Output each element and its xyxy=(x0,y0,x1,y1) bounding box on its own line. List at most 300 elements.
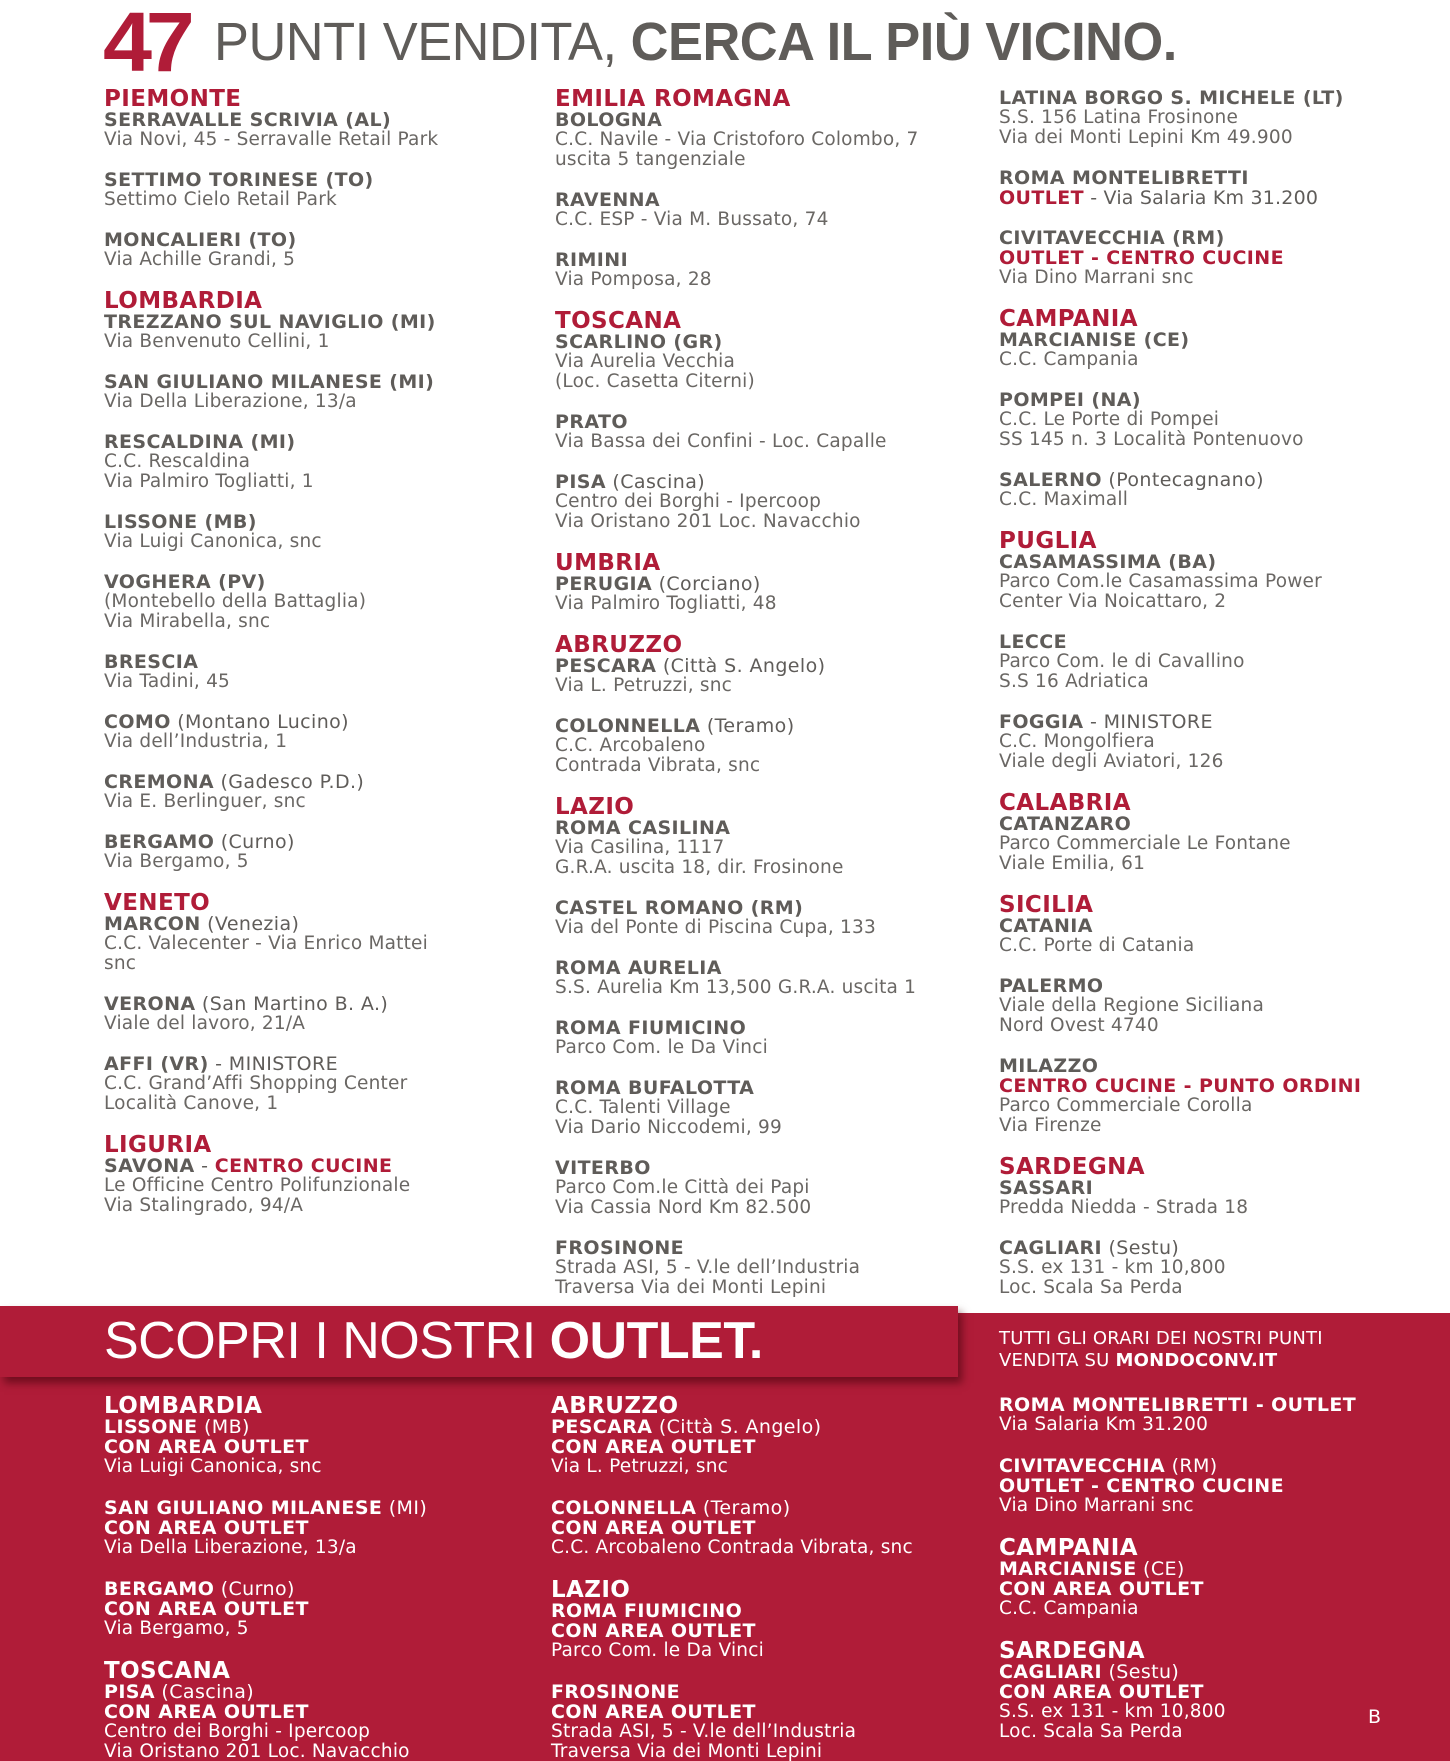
store-address-line: Viale degli Aviatori, 126 xyxy=(999,751,1224,772)
region-heading: CALABRIA xyxy=(999,790,1131,816)
outlet-banner-title xyxy=(104,1306,763,1377)
store-address-line: G.R.A. uscita 18, dir. Frosinone xyxy=(555,857,844,878)
region-heading: PIEMONTE xyxy=(104,86,242,112)
store-name-extra: (Curno) xyxy=(214,831,295,853)
store-name xyxy=(551,1498,991,1518)
store-address-line: Via dei Monti Lepini Km 49.900 xyxy=(999,127,1293,148)
store-address-line: snc xyxy=(104,953,137,974)
store-name-text: SAVONA xyxy=(104,1155,195,1177)
store-address-line: Predda Niedda - Strada 18 xyxy=(999,1197,1249,1218)
store-tag: OUTLET - CENTRO CUCINE xyxy=(999,247,1284,269)
store-name xyxy=(104,170,524,190)
store-name-text: RESCALDINA (MI) xyxy=(104,431,296,453)
outlets-column-3 xyxy=(999,1395,1419,1761)
store-name xyxy=(999,1238,1419,1258)
store-address-line: Via L. Petruzzi, snc xyxy=(555,675,732,696)
store-name-text: PISA xyxy=(104,1681,155,1703)
website-link[interactable]: MONDOCONV.IT xyxy=(1115,1350,1278,1371)
store-name xyxy=(999,1395,1419,1415)
outlet-tag: CON AREA OUTLET xyxy=(999,1681,1204,1703)
store-address-line: Via Della Liberazione, 13/a xyxy=(104,1537,357,1558)
store-entry xyxy=(999,976,1419,1036)
store-name-text: MARCIANISE xyxy=(999,1558,1137,1580)
store-name-text: PALERMO xyxy=(999,975,1104,997)
store-address-line: Via L. Petruzzi, snc xyxy=(551,1456,728,1477)
store-name-text: CAGLIARI xyxy=(999,1237,1103,1259)
store-name-text: VITERBO xyxy=(555,1157,651,1179)
store-address-line: Parco Com. le di Cavallino xyxy=(999,651,1245,672)
store-name xyxy=(555,332,975,352)
outlet-tag: CON AREA OUTLET xyxy=(551,1436,756,1458)
store-entry xyxy=(104,832,524,872)
store-name-extra: (Gadesco P.D.) xyxy=(214,771,365,793)
store-address-line: Viale Emilia, 61 xyxy=(999,853,1146,874)
store-address-line: (Loc. Casetta Citerni) xyxy=(555,371,755,392)
store-name-text: ROMA MONTELIBRETTI xyxy=(999,167,1249,189)
store-name-extra: (Città S. Angelo) xyxy=(656,655,826,677)
store-name-text: PERUGIA xyxy=(555,573,653,595)
store-address-line: Via Della Liberazione, 13/a xyxy=(104,391,357,412)
store-address-line: Loc. Scala Sa Perda xyxy=(999,1277,1183,1298)
headline-bold-text: CERCA IL PIÙ VICINO. xyxy=(631,12,1178,72)
store-name xyxy=(555,1018,975,1038)
store-name-extra: (Cascina) xyxy=(154,1681,255,1703)
store-address-line: C.C. Navile - Via Cristoforo Colombo, 7 xyxy=(555,129,919,150)
outlet-tag: CON AREA OUTLET xyxy=(104,1436,309,1458)
region-heading: LOMBARDIA xyxy=(104,1393,263,1419)
store-name-text: CATANIA xyxy=(999,915,1093,937)
store-name-extra: (Città S. Angelo) xyxy=(652,1416,822,1438)
store-entry xyxy=(555,1238,975,1298)
outlets-column-1 xyxy=(104,1395,534,1761)
store-name xyxy=(104,652,524,672)
region-heading: SICILIA xyxy=(999,892,1094,918)
store-name-extra: (Montano Lucino) xyxy=(170,711,349,733)
store-address-line: Center Via Noicattaro, 2 xyxy=(999,591,1227,612)
store-name xyxy=(104,432,524,452)
outlet-tag: CON AREA OUTLET xyxy=(551,1620,756,1642)
store-name-text: ROMA FIUMICINO xyxy=(555,1017,747,1039)
store-entry xyxy=(104,110,524,150)
store-name-text: LECCE xyxy=(999,631,1067,653)
outlet-tag: CON AREA OUTLET xyxy=(104,1701,309,1723)
store-address-line: uscita 5 tangenziale xyxy=(555,149,746,170)
store-address-line: Strada ASI, 5 - V.le dell’Industria xyxy=(555,1257,861,1278)
store-name-text: SALERNO xyxy=(999,469,1102,491)
store-entry xyxy=(999,168,1419,208)
store-entry xyxy=(999,552,1419,612)
stores-column-3 xyxy=(999,88,1419,1318)
store-address-line: Via Firenze xyxy=(999,1115,1102,1136)
region-heading: LIGURIA xyxy=(104,1132,212,1158)
store-name-extra: (Sestu) xyxy=(1102,1237,1180,1259)
store-name xyxy=(104,230,524,250)
store-name xyxy=(104,1054,524,1074)
region-heading: TOSCANA xyxy=(104,1658,231,1684)
store-name xyxy=(104,832,524,852)
store-name-text: COMO xyxy=(104,711,171,733)
store-entry xyxy=(551,1498,991,1558)
region-heading: VENETO xyxy=(104,890,211,916)
store-entry xyxy=(999,88,1419,148)
headline-light-text: PUNTI VENDITA, xyxy=(214,12,632,72)
store-entry xyxy=(555,110,975,170)
store-entry xyxy=(999,330,1419,370)
region-heading: CAMPANIA xyxy=(999,1535,1138,1561)
store-address-line: Centro dei Borghi - Ipercoop xyxy=(555,491,822,512)
store-name xyxy=(104,512,524,532)
store-entry xyxy=(999,1662,1419,1742)
store-name xyxy=(104,312,524,332)
hours-note-prefix: VENDITA SU xyxy=(999,1350,1116,1371)
store-name xyxy=(555,110,975,130)
region-heading: EMILIA ROMAGNA xyxy=(555,86,791,112)
store-entry xyxy=(104,712,524,752)
store-address-line: Settimo Cielo Retail Park xyxy=(104,189,337,210)
store-tag-line xyxy=(999,188,1419,208)
store-name-text: SASSARI xyxy=(999,1177,1094,1199)
store-address-line: C.C. Rescaldina xyxy=(104,451,251,472)
store-name xyxy=(999,88,1419,108)
store-tag-rest: - Via Salaria Km 31.200 xyxy=(1084,187,1319,209)
store-name xyxy=(555,898,975,918)
store-name xyxy=(999,1456,1419,1476)
region-heading: LAZIO xyxy=(555,794,635,820)
store-name xyxy=(999,1178,1419,1198)
store-name-text: RAVENNA xyxy=(555,189,661,211)
store-address-line: Centro dei Borghi - Ipercoop xyxy=(104,1721,371,1742)
store-address-line: Le Officine Centro Polifunzionale xyxy=(104,1175,411,1196)
store-entry xyxy=(555,1158,975,1218)
outlet-tag: CON AREA OUTLET xyxy=(999,1578,1204,1600)
store-entry xyxy=(555,574,975,614)
store-name xyxy=(104,994,524,1014)
store-address-line: Via Dario Niccodemi, 99 xyxy=(555,1117,782,1138)
store-name-extra: (Cascina) xyxy=(605,471,706,493)
store-address-line: C.C. Talenti Village xyxy=(555,1097,731,1118)
store-name xyxy=(104,772,524,792)
store-address-line: Strada ASI, 5 - V.le dell’Industria xyxy=(551,1721,857,1742)
store-address-line: Via Pomposa, 28 xyxy=(555,269,712,290)
store-name-extra: (RM) xyxy=(1165,1455,1218,1477)
store-address-line: C.C. Grand’Affi Shopping Center xyxy=(104,1073,408,1094)
store-address-line: Via Stalingrado, 94/A xyxy=(104,1195,304,1216)
store-name-text: BOLOGNA xyxy=(555,109,663,131)
outlet-tag: CON AREA OUTLET xyxy=(551,1701,756,1723)
store-address-line: Parco Commerciale Corolla xyxy=(999,1095,1253,1116)
store-name xyxy=(104,372,524,392)
store-name-extra: (Curno) xyxy=(214,1578,295,1600)
store-address-line: S.S. Aurelia Km 13,500 G.R.A. uscita 1 xyxy=(555,977,917,998)
store-address-line: Via Bergamo, 5 xyxy=(104,1618,249,1639)
store-name-extra: (MB) xyxy=(197,1416,250,1438)
store-name-text: CATANZARO xyxy=(999,813,1132,835)
store-name xyxy=(555,250,975,270)
store-entry xyxy=(104,372,524,412)
store-name xyxy=(555,190,975,210)
stores-column-2 xyxy=(555,88,975,1318)
store-address-line: Via Bassa dei Confini - Loc. Capalle xyxy=(555,431,887,452)
store-name-text: SAN GIULIANO MILANESE (MI) xyxy=(104,371,435,393)
store-name-extra: (MI) xyxy=(382,1497,428,1519)
store-address-line: Loc. Scala Sa Perda xyxy=(999,1721,1183,1742)
store-name-text: SAN GIULIANO MILANESE xyxy=(104,1497,383,1519)
store-address-line: S.S 16 Adriatica xyxy=(999,671,1149,692)
store-name xyxy=(555,472,975,492)
store-entry xyxy=(555,332,975,392)
store-entry xyxy=(104,230,524,270)
store-name-text: ROMA AURELIA xyxy=(555,957,722,979)
store-name-text: BRESCIA xyxy=(104,651,199,673)
store-address-line: C.C. ESP - Via M. Bussato, 74 xyxy=(555,209,829,230)
store-name xyxy=(555,574,975,594)
store-name xyxy=(999,632,1419,652)
store-address-line: Via E. Berlinguer, snc xyxy=(104,791,306,812)
outlet-banner-bold: OUTLET. xyxy=(549,1312,763,1370)
store-name xyxy=(551,1417,991,1437)
store-name-text: FOGGIA xyxy=(999,711,1084,733)
store-entry xyxy=(104,1498,534,1558)
store-name xyxy=(104,914,524,934)
store-entry xyxy=(999,1456,1419,1516)
store-name-text: SCARLINO (GR) xyxy=(555,331,723,353)
store-entry xyxy=(104,772,524,812)
store-entry xyxy=(999,814,1419,874)
region-heading: PUGLIA xyxy=(999,528,1097,554)
region-heading: LOMBARDIA xyxy=(104,288,263,314)
outlet-banner xyxy=(0,1306,958,1377)
outlet-tag: CON AREA OUTLET xyxy=(104,1598,309,1620)
store-name xyxy=(555,716,975,736)
store-address-line: Via Mirabella, snc xyxy=(104,611,271,632)
outlet-tag: OUTLET - CENTRO CUCINE xyxy=(999,1475,1284,1497)
store-name-text: MILAZZO xyxy=(999,1055,1099,1077)
store-name-text: ROMA FIUMICINO xyxy=(551,1600,743,1622)
store-address-line: Traversa Via dei Monti Lepini xyxy=(555,1277,827,1298)
store-entry xyxy=(104,1682,534,1761)
store-address-line: Parco Com. le Da Vinci xyxy=(551,1640,764,1661)
store-name-text: SERRAVALLE SCRIVIA (AL) xyxy=(104,109,392,131)
store-name-text: MARCIANISE (CE) xyxy=(999,329,1190,351)
store-address-line: C.C. Campania xyxy=(999,349,1139,370)
store-address-line: C.C. Valecenter - Via Enrico Mattei xyxy=(104,933,428,954)
store-entry xyxy=(999,1178,1419,1218)
outlet-banner-light: SCOPRI I NOSTRI xyxy=(104,1312,550,1370)
store-entry xyxy=(104,1054,524,1114)
store-entry xyxy=(551,1417,991,1477)
store-name xyxy=(104,1579,534,1599)
store-name xyxy=(555,958,975,978)
store-entry xyxy=(555,1078,975,1138)
store-address-line: C.C. Mongolfiera xyxy=(999,731,1155,752)
store-entry xyxy=(555,1018,975,1058)
store-tag: CENTRO CUCINE - PUNTO ORDINI xyxy=(999,1075,1362,1097)
store-entry xyxy=(555,898,975,938)
store-name-text: CAGLIARI xyxy=(999,1661,1103,1683)
store-name xyxy=(999,390,1419,410)
store-name xyxy=(999,330,1419,350)
store-address-line: Via Dino Marrani snc xyxy=(999,267,1194,288)
store-name xyxy=(999,1559,1419,1579)
store-name-extra: (Teramo) xyxy=(696,1497,791,1519)
store-name-text: CASAMASSIMA (BA) xyxy=(999,551,1217,573)
store-name-text: PRATO xyxy=(555,411,628,433)
store-entry xyxy=(104,572,524,632)
store-address-line: Contrada Vibrata, snc xyxy=(555,755,761,776)
store-entry xyxy=(555,958,975,998)
store-address-line: C.C. Campania xyxy=(999,1598,1139,1619)
page-headline xyxy=(103,0,1207,89)
store-name-text: MARCON xyxy=(104,913,201,935)
store-name xyxy=(555,1158,975,1178)
store-address-line: Via Oristano 201 Loc. Navacchio xyxy=(104,1741,410,1761)
store-address-line: S.S. ex 131 - km 10,800 xyxy=(999,1701,1226,1722)
store-entry xyxy=(555,716,975,776)
store-address-line: C.C. Le Porte di Pompei xyxy=(999,409,1220,430)
store-name xyxy=(999,712,1419,732)
store-name-text: LISSONE xyxy=(104,1416,198,1438)
region-heading: ABRUZZO xyxy=(551,1393,679,1419)
store-name xyxy=(999,814,1419,834)
store-name-text: COLONNELLA xyxy=(555,715,701,737)
region-heading: UMBRIA xyxy=(555,550,661,576)
store-name xyxy=(555,412,975,432)
store-entry xyxy=(999,228,1419,288)
store-address-line: Via del Ponte di Piscina Cupa, 133 xyxy=(555,917,876,938)
store-entry xyxy=(999,1056,1419,1136)
store-address-line: Parco Com.le Casamassima Power xyxy=(999,571,1322,592)
store-address-line: S.S. ex 131 - km 10,800 xyxy=(999,1257,1226,1278)
store-name xyxy=(999,976,1419,996)
store-address-line: Viale del lavoro, 21/A xyxy=(104,1013,306,1034)
store-name xyxy=(999,168,1419,188)
store-entry xyxy=(999,916,1419,956)
store-tag: CENTRO CUCINE xyxy=(214,1155,393,1177)
store-name-text: BERGAMO xyxy=(104,1578,215,1600)
store-name-text: CREMONA xyxy=(104,771,215,793)
store-address-line: Via Tadini, 45 xyxy=(104,671,231,692)
store-name-text: ROMA BUFALOTTA xyxy=(555,1077,755,1099)
store-entry xyxy=(999,712,1419,772)
store-name-text: FROSINONE xyxy=(555,1237,685,1259)
store-name xyxy=(999,228,1419,248)
store-name-text: ROMA CASILINA xyxy=(555,817,731,839)
store-name-text: SETTIMO TORINESE (TO) xyxy=(104,169,374,191)
store-entry xyxy=(555,472,975,532)
store-entry xyxy=(555,250,975,290)
store-name-extra: (Pontecagnano) xyxy=(1101,469,1264,491)
region-heading: SARDEGNA xyxy=(999,1154,1146,1180)
store-address-line: Parco Com.le Città dei Papi xyxy=(555,1177,810,1198)
store-entry xyxy=(555,412,975,452)
store-entry xyxy=(555,656,975,696)
store-entry xyxy=(104,1156,524,1216)
store-entry xyxy=(555,190,975,230)
store-address-line: Via Luigi Canonica, snc xyxy=(104,1456,322,1477)
store-name-text: CIVITAVECCHIA (RM) xyxy=(999,227,1225,249)
store-entry xyxy=(551,1601,991,1661)
store-name xyxy=(104,1498,534,1518)
store-tag-line xyxy=(999,248,1419,268)
page-letter: B xyxy=(1368,1706,1382,1728)
store-address-line: Via Bergamo, 5 xyxy=(104,851,249,872)
store-name-text: RIMINI xyxy=(555,249,629,271)
store-address-line: Viale della Regione Siciliana xyxy=(999,995,1265,1016)
store-address-line: Via Aurelia Vecchia xyxy=(555,351,736,372)
store-tag-line xyxy=(999,1076,1419,1096)
store-name xyxy=(555,818,975,838)
store-entry xyxy=(104,1579,534,1639)
store-address-line: Località Canove, 1 xyxy=(104,1093,279,1114)
store-name-extra: (San Martino B. A.) xyxy=(195,993,389,1015)
store-name-text: PISA xyxy=(555,471,606,493)
store-address-line: Via Cassia Nord Km 82.500 xyxy=(555,1197,812,1218)
store-address-line: Via Palmiro Togliatti, 48 xyxy=(555,593,777,614)
store-name xyxy=(555,656,975,676)
store-name xyxy=(104,712,524,732)
store-entry xyxy=(104,170,524,210)
store-entry xyxy=(104,1417,534,1477)
store-name xyxy=(999,1056,1419,1076)
store-name-text: COLONNELLA xyxy=(551,1497,697,1519)
store-name-text: MONCALIERI (TO) xyxy=(104,229,297,251)
region-heading: ABRUZZO xyxy=(555,632,683,658)
store-count: 47 xyxy=(103,0,189,89)
store-name-text: PESCARA xyxy=(551,1416,653,1438)
store-entry xyxy=(104,994,524,1034)
store-name xyxy=(104,1682,534,1702)
headline-text xyxy=(214,4,1177,80)
store-name xyxy=(999,470,1419,490)
hours-note-line2 xyxy=(999,1350,1323,1372)
store-name xyxy=(555,1078,975,1098)
store-tag: OUTLET xyxy=(999,187,1084,209)
region-heading: SARDEGNA xyxy=(999,1638,1146,1664)
store-name xyxy=(999,1662,1419,1682)
store-name-text: PESCARA xyxy=(555,655,657,677)
store-name-extra: (CE) xyxy=(1136,1558,1185,1580)
store-address-line: Via Salaria Km 31.200 xyxy=(999,1414,1209,1435)
store-name-text: FROSINONE xyxy=(551,1681,681,1703)
store-name-text: LISSONE (MB) xyxy=(104,511,257,533)
store-name-extra: - xyxy=(194,1155,215,1177)
store-address-line: Via Novi, 45 - Serravalle Retail Park xyxy=(104,129,439,150)
store-address-line: Traversa Via dei Monti Lepini xyxy=(551,1741,823,1761)
store-name xyxy=(104,572,524,592)
store-address-line: Via dell’Industria, 1 xyxy=(104,731,288,752)
store-name xyxy=(104,1417,534,1437)
store-name-text: VOGHERA (PV) xyxy=(104,571,266,593)
store-name-text: ROMA MONTELIBRETTI - OUTLET xyxy=(999,1394,1357,1416)
store-address-line: Via Achille Grandi, 5 xyxy=(104,249,296,270)
store-name-extra: (Sestu) xyxy=(1102,1661,1180,1683)
outlet-tag: CON AREA OUTLET xyxy=(551,1517,756,1539)
region-heading: CAMPANIA xyxy=(999,306,1138,332)
store-address-line: S.S. 156 Latina Frosinone xyxy=(999,107,1239,128)
store-entry xyxy=(104,512,524,552)
store-address-line: Via Benvenuto Cellini, 1 xyxy=(104,331,330,352)
store-entry xyxy=(999,390,1419,450)
store-entry xyxy=(104,652,524,692)
region-heading: TOSCANA xyxy=(555,308,682,334)
store-address-line: Nord Ovest 4740 xyxy=(999,1015,1159,1036)
store-name-text: CIVITAVECCHIA xyxy=(999,1455,1166,1477)
store-address-line: Via Casilina, 1117 xyxy=(555,837,725,858)
store-entry xyxy=(999,1395,1419,1435)
store-address-line: C.C. Arcobaleno xyxy=(555,735,706,756)
store-name xyxy=(104,110,524,130)
store-name-text: TREZZANO SUL NAVIGLIO (MI) xyxy=(104,311,436,333)
